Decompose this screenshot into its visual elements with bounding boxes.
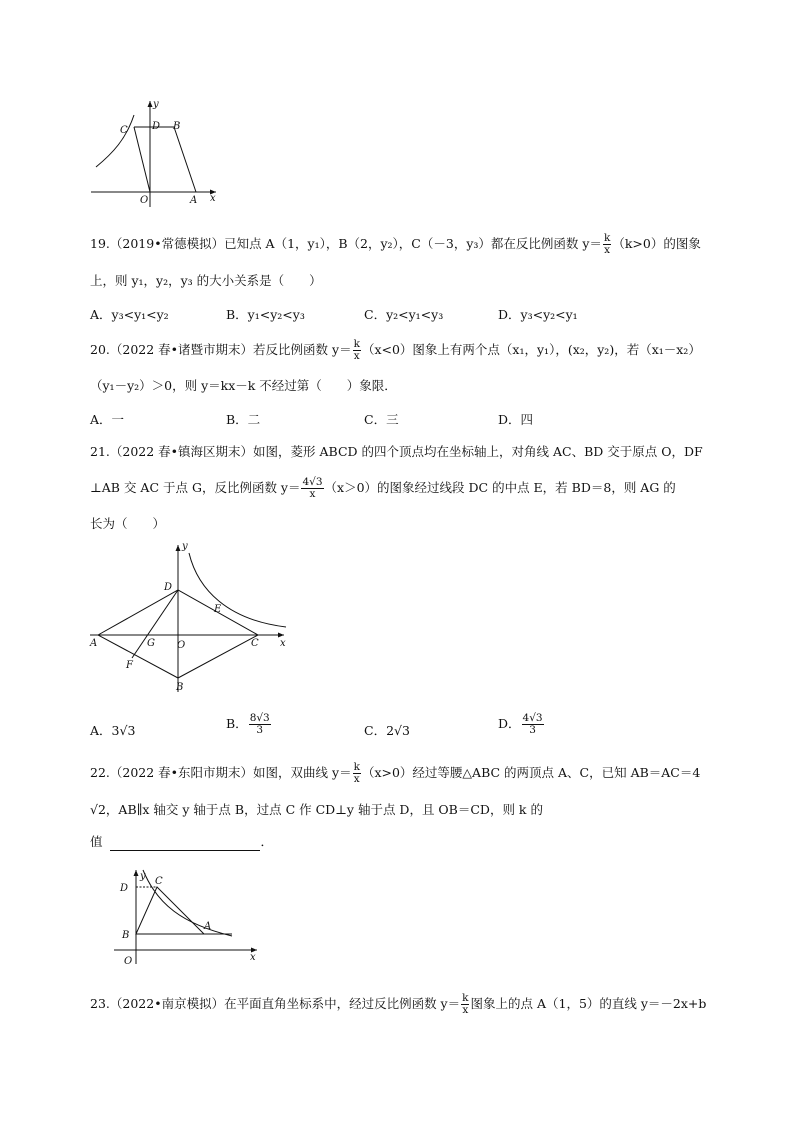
fig18-label-y: y [153,99,159,110]
q21-line3: 长为（ ） [90,516,166,531]
q19-text-head: 19.（2019•常德模拟）已知点 A（1，y₁），B（2，y₂），C（－3，y₃）都在反比例函数 y＝ [90,236,602,251]
fig22-label-b: B [122,930,130,941]
q20-fraction [353,339,361,362]
fig22-label-a: A [204,921,212,932]
q20-text-head: 20.（2022 春•诸暨市期末）若反比例函数 y＝ [90,342,352,357]
fig18-label-o: O [140,195,149,206]
q22-text-value: 值 [90,834,103,849]
q22-line2: √2，AB∥x 轴交 y 轴于点 B，过点 C 作 CD⊥y 轴于点 D，且 OB＝CD，则 k 的 [90,802,543,817]
q20-text-tail: （x<0）图象上有两个点（x₁，y₁），(x₂，y₂)，若（x₁－x₂） [361,342,701,357]
q19-frac-num: k [603,232,611,244]
fig22-label-y: y [140,871,146,882]
fig21-label-d: D [164,582,173,593]
fig21-label-g: G [147,638,155,649]
q19-frac-den: x [604,244,611,256]
q21-frac-den: x [309,488,316,500]
q21-option-d-fraction [522,713,544,736]
q20-option-a[interactable]: A．一 [90,412,125,427]
q22-frac-num: k [353,761,360,773]
q21-option-c[interactable]: C．2√3 [364,723,410,738]
fig21-label-x: x [280,638,286,649]
fig18-label-x: x [210,193,216,204]
q22-text-tail: （x>0）经过等腰△ABC 的两顶点 A、C，已知 AB＝AC＝4 [361,765,701,780]
fig22-label-x: x [250,952,256,963]
q23-text-tail: 图象上的点 A（1，5）的直线 y＝－2x+b [470,996,707,1011]
q21-text-head: ⊥AB 交 AC 于点 G，反比例函数 y＝ [90,480,301,495]
q22-frac-den: x [353,773,360,785]
fig18-label-d: D [152,121,161,132]
q19-line2: 上，则 y₁，y₂，y₃ 的大小关系是（ ） [90,273,322,288]
fig18-label-b: B [173,121,181,132]
fig21-label-o: O [177,640,186,651]
q20-option-b[interactable]: B．二 [226,412,261,427]
figure-q21 [88,540,293,700]
fig18-label-c: C [120,125,128,136]
q21-optb-num: 8√3 [249,712,270,724]
q19-option-c[interactable]: C．y₂<y₁<y₃ [364,307,444,322]
figure-q22 [112,864,262,969]
q20-line1 [90,339,701,362]
fig21-label-b: B [176,682,184,693]
q21-option-d[interactable] [498,713,545,736]
q22-fraction [353,762,361,785]
q20-option-d[interactable]: D．四 [498,412,534,427]
fig22-label-c: C [155,876,163,887]
q19-line1 [90,233,701,256]
q21-optd-den: 3 [529,724,536,736]
fig21-label-y: y [182,541,188,552]
q21-option-b-fraction [249,713,271,736]
q21-line2 [90,477,676,500]
fig18-label-a: A [190,195,198,206]
q19-option-a[interactable]: A．y₃<y₁<y₂ [90,307,169,322]
fig21-label-f: F [126,660,133,671]
q19-option-b[interactable]: B．y₁<y₂<y₃ [226,307,305,322]
q20-frac-den: x [353,350,360,362]
q21-optb-den: 3 [256,724,264,736]
q22-line3 [90,833,273,851]
q23-fraction [461,993,469,1016]
q19-fraction [603,233,611,256]
q21-line1: 21.（2022 春•镇海区期末）如图，菱形 ABCD 的四个顶点均在坐标轴上，对角线 AC、BD 交于原点 O，DF [90,444,703,459]
q22-text-head: 22.（2022 春•东阳市期末）如图，双曲线 y＝ [90,765,352,780]
q21-text-tail: （x＞0）的图象经过线段 DC 的中点 E，若 BD＝8，则 AG 的 [324,480,676,495]
q22-line1 [90,762,700,785]
q21-option-a[interactable]: A．3√3 [90,723,136,738]
fig21-label-e: E [214,604,222,615]
fig22-label-o: O [124,956,133,967]
q21-option-b[interactable] [226,713,272,736]
fig22-label-d: D [120,883,129,894]
q21-option-b-label: B． [226,716,248,731]
q21-optd-num: 4√3 [522,712,543,724]
figure-q18 [88,95,223,210]
q22-answer-blank[interactable] [110,838,260,851]
q23-text-head: 23.（2022•南京模拟）在平面直角坐标系中，经过反比例函数 y＝ [90,996,461,1011]
q23-frac-den: x [462,1004,469,1016]
fig21-label-c: C [251,638,259,649]
q21-fraction [301,477,323,500]
q22-text-period: ． [260,834,273,849]
q19-text-tail: （k>0）的图象 [612,236,701,251]
q20-line2: （y₁－y₂）＞0，则 y＝kx－k 不经过第（ ）象限． [90,378,397,393]
q21-option-d-label: D． [498,716,521,731]
q20-frac-num: k [353,338,360,350]
q21-frac-num: 4√3 [302,476,323,488]
q20-option-c[interactable]: C．三 [364,412,399,427]
q23-line1 [90,993,706,1016]
q23-frac-num: k [462,992,469,1004]
q19-option-d[interactable]: D．y₃<y₂<y₁ [498,307,578,322]
fig21-label-a: A [90,638,98,649]
